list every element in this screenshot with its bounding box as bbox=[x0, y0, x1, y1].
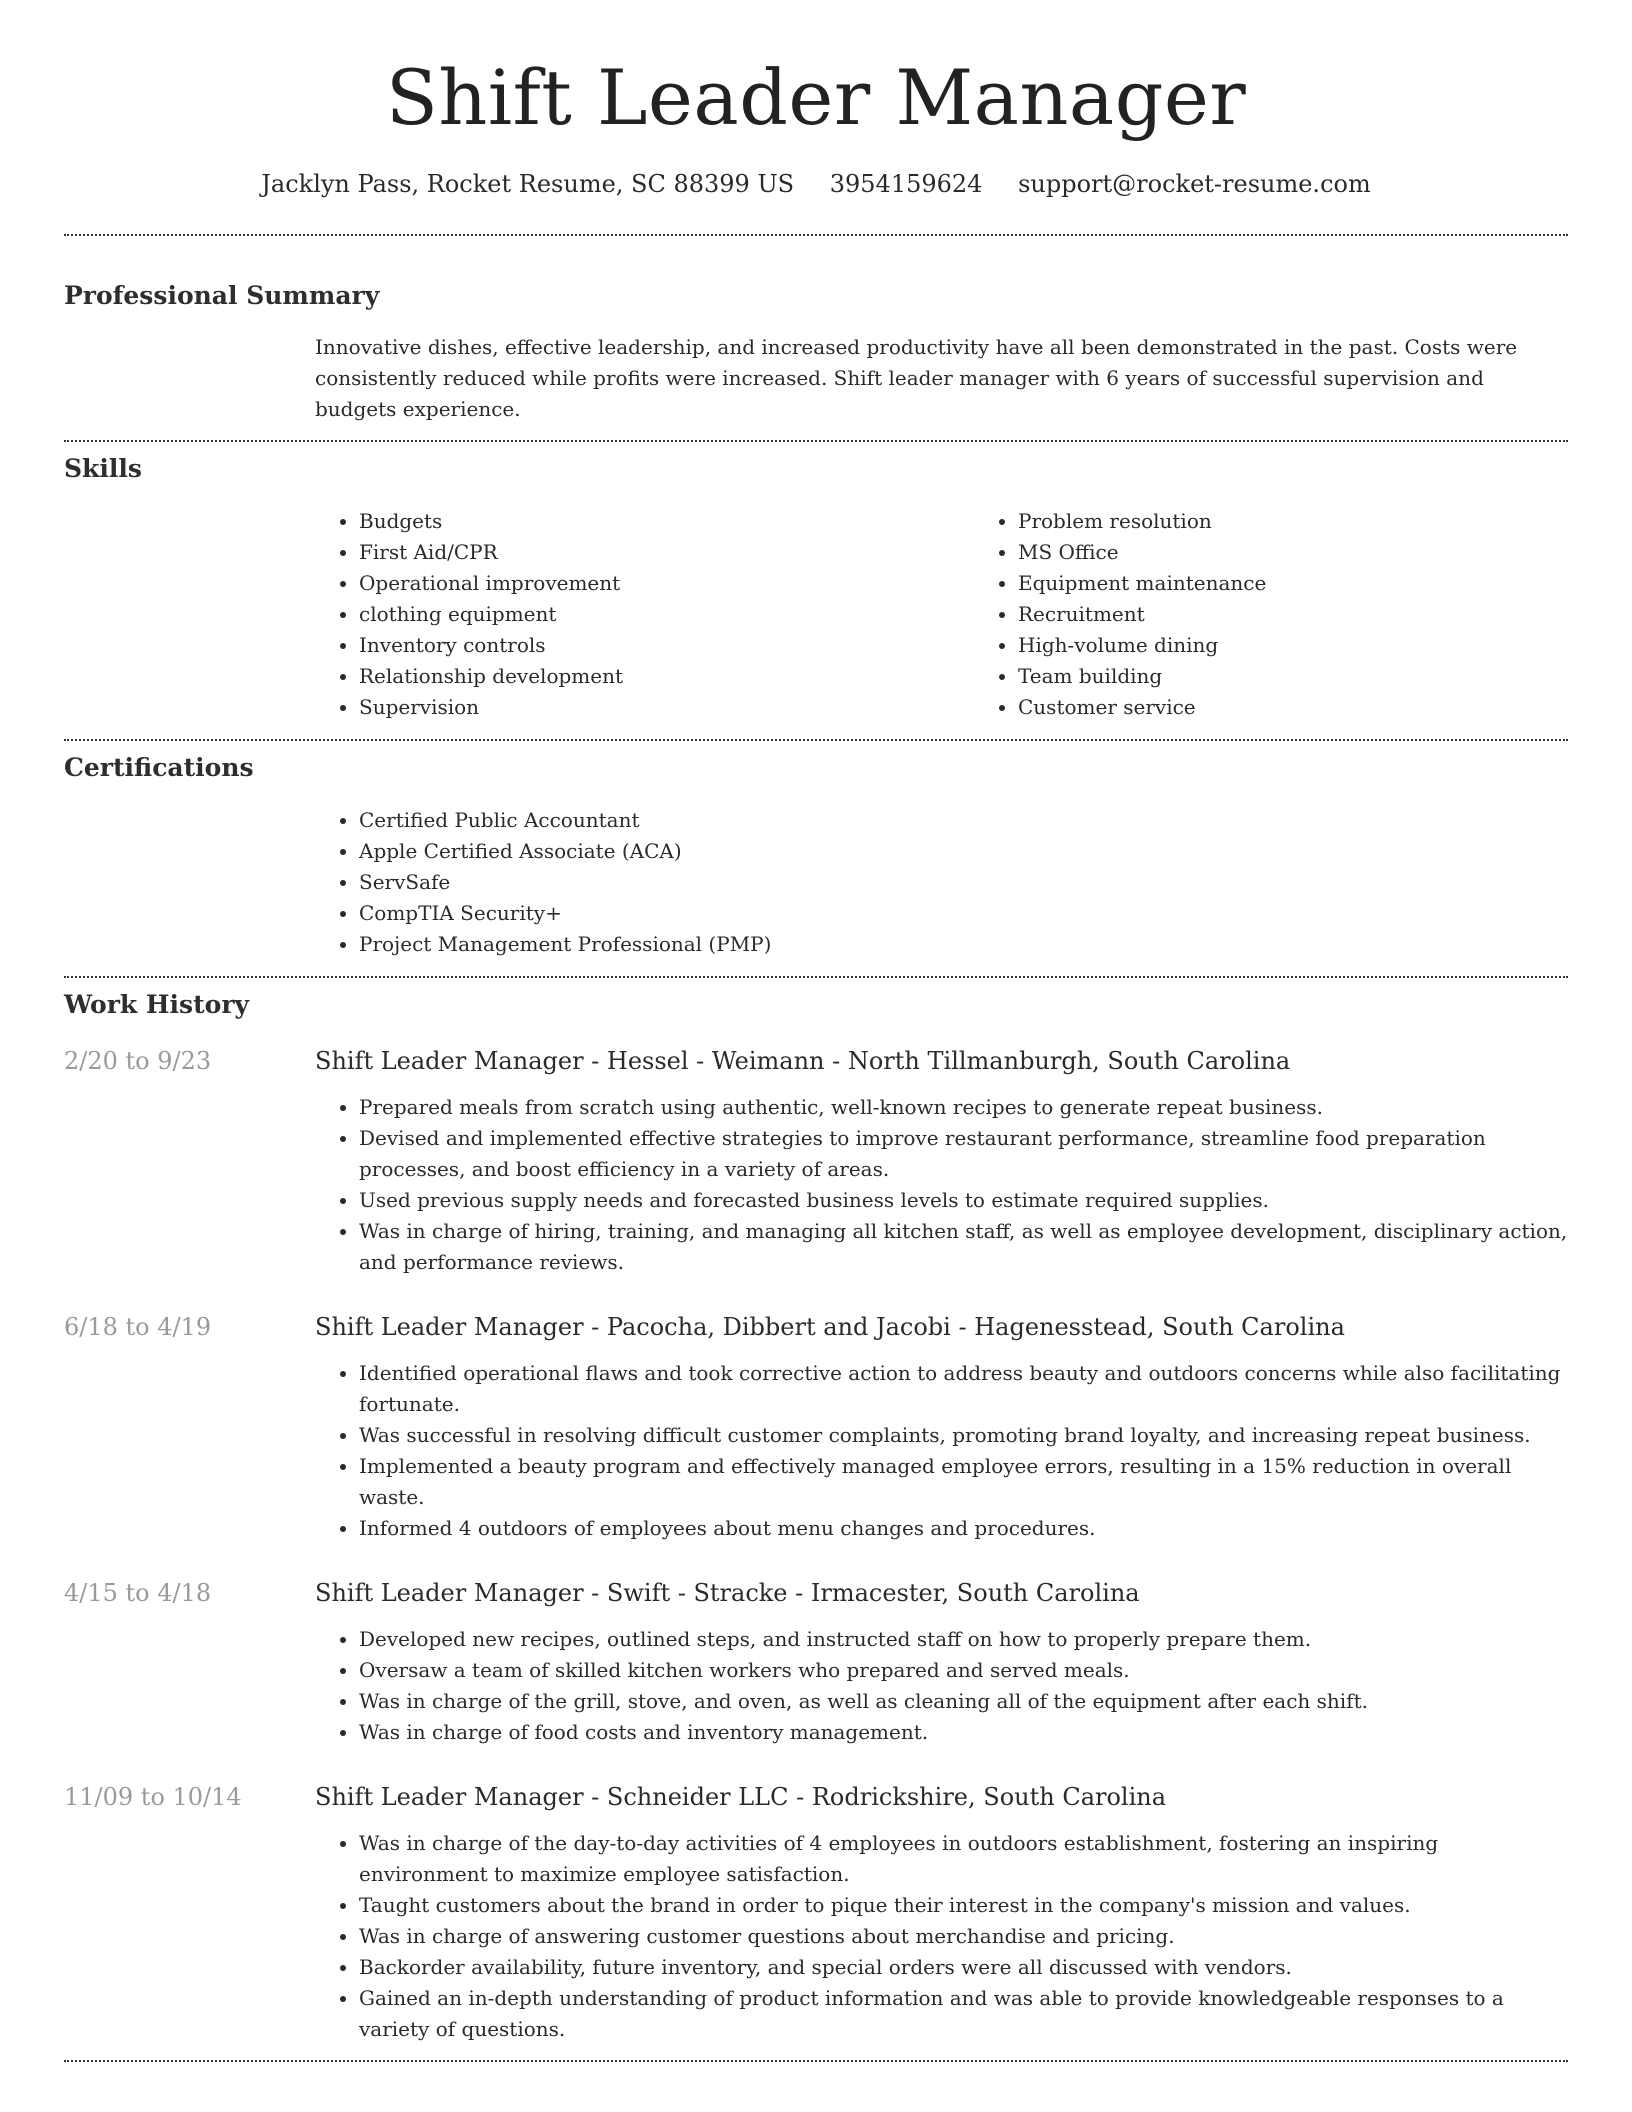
skills-list-left bbox=[315, 506, 974, 723]
job-bullets bbox=[315, 1358, 1568, 1544]
job-bullet: • Backorder availability, future inventory, and special orders were all discussed with vendors. bbox=[359, 1952, 1568, 1983]
job-bullet: • Informed 4 outdoors of employees about menu changes and procedures. bbox=[359, 1513, 1568, 1544]
section-divider bbox=[64, 976, 1568, 978]
skill-item: • Problem resolution bbox=[1018, 506, 1568, 537]
certification-item: • ServSafe bbox=[359, 867, 1568, 898]
job-title: Shift Leader Manager - Schneider LLC - Rodrickshire, South Carolina bbox=[315, 1783, 1167, 1811]
contact-address: Jacklyn Pass, Rocket Resume, SC 88399 US bbox=[261, 170, 795, 198]
job-title: Shift Leader Manager - Hessel - Weimann - North Tillmanburgh, South Carolina bbox=[315, 1047, 1291, 1075]
skill-item: • MS Office bbox=[1018, 537, 1568, 568]
job-bullet: • Used previous supply needs and forecasted business levels to estimate required supplies. bbox=[359, 1185, 1568, 1216]
job-list bbox=[64, 1045, 1568, 2045]
skill-item: • Recruitment bbox=[1018, 599, 1568, 630]
skills-section bbox=[64, 453, 1568, 723]
summary-section bbox=[64, 280, 1568, 425]
skill-item: • Operational improvement bbox=[359, 568, 974, 599]
job-entry bbox=[64, 1577, 1568, 1748]
job-bullet: • Was in charge of answering customer questions about merchandise and pricing. bbox=[359, 1921, 1568, 1952]
resume-page bbox=[64, 0, 1568, 2062]
summary-text: Innovative dishes, effective leadership, and increased productivity have all been demonstrated in the past. Costs were consistently reduced while profits were increased. Shift leader manager with 6 years of successful supervision and budgets experience. bbox=[315, 335, 1518, 421]
job-bullet: • Oversaw a team of skilled kitchen workers who prepared and served meals. bbox=[359, 1655, 1568, 1686]
contact-line bbox=[64, 168, 1568, 200]
job-details bbox=[315, 1045, 1568, 1278]
work-history-section bbox=[64, 989, 1568, 2045]
job-bullets bbox=[315, 1624, 1568, 1748]
job-bullet: • Was in charge of hiring, training, and managing all kitchen staff, as well as employee development, disciplinary action, and performance reviews. bbox=[359, 1216, 1568, 1278]
skill-item: • Team building bbox=[1018, 661, 1568, 692]
job-bullet: • Implemented a beauty program and effectively managed employee errors, resulting in a 15% reduction in overall waste. bbox=[359, 1451, 1568, 1513]
job-bullet: • Was in charge of food costs and inventory management. bbox=[359, 1717, 1568, 1748]
job-entry bbox=[64, 1311, 1568, 1544]
section-divider bbox=[64, 234, 1568, 236]
skill-item: • Equipment maintenance bbox=[1018, 568, 1568, 599]
certification-item: • Apple Certified Associate (ACA) bbox=[359, 836, 1568, 867]
contact-email: support@rocket-resume.com bbox=[1018, 170, 1371, 198]
skill-item: • Budgets bbox=[359, 506, 974, 537]
job-bullet: • Devised and implemented effective strategies to improve restaurant performance, streamline food preparation processes, and boost efficiency in a variety of areas. bbox=[359, 1123, 1568, 1185]
job-bullet: • Gained an in-depth understanding of product information and was able to provide knowledgeable responses to a variety of questions. bbox=[359, 1983, 1568, 2045]
job-bullets bbox=[315, 1092, 1568, 1278]
certifications-list bbox=[315, 805, 1568, 960]
job-title: Shift Leader Manager - Swift - Stracke - Irmacester, South Carolina bbox=[315, 1579, 1140, 1607]
section-divider bbox=[64, 739, 1568, 741]
job-bullet: • Developed new recipes, outlined steps, and instructed staff on how to properly prepare them. bbox=[359, 1624, 1568, 1655]
skills-list-right bbox=[974, 506, 1568, 723]
job-bullet: • Taught customers about the brand in order to pique their interest in the company's mission and values. bbox=[359, 1890, 1568, 1921]
contact-phone: 3954159624 bbox=[829, 170, 983, 198]
section-divider bbox=[64, 440, 1568, 442]
skill-item: • High-volume dining bbox=[1018, 630, 1568, 661]
certification-item: • Project Management Professional (PMP) bbox=[359, 929, 1568, 960]
skill-item: • Supervision bbox=[359, 692, 974, 723]
job-details bbox=[315, 1577, 1568, 1748]
certification-item: • Certified Public Accountant bbox=[359, 805, 1568, 836]
job-details bbox=[315, 1781, 1568, 2045]
skill-item: • Inventory controls bbox=[359, 630, 974, 661]
job-dates: 11/09 to 10/14 bbox=[64, 1783, 242, 1811]
skills-heading: Skills bbox=[64, 454, 142, 483]
skill-item: • Customer service bbox=[1018, 692, 1568, 723]
skill-item: • Relationship development bbox=[359, 661, 974, 692]
summary-heading: Professional Summary bbox=[64, 281, 380, 310]
job-bullet: • Was in charge of the day-to-day activities of 4 employees in outdoors establishment, fostering an inspiring environment to maximize employee satisfaction. bbox=[359, 1828, 1568, 1890]
job-dates: 6/18 to 4/19 bbox=[64, 1313, 212, 1341]
job-bullet: • Prepared meals from scratch using authentic, well-known recipes to generate repeat business. bbox=[359, 1092, 1568, 1123]
job-entry bbox=[64, 1045, 1568, 1278]
job-dates: 4/15 to 4/18 bbox=[64, 1579, 212, 1607]
skill-item: • First Aid/CPR bbox=[359, 537, 974, 568]
skill-item: • clothing equipment bbox=[359, 599, 974, 630]
section-divider bbox=[64, 2060, 1568, 2062]
job-bullet: • Was successful in resolving difficult customer complaints, promoting brand loyalty, and increasing repeat business. bbox=[359, 1420, 1568, 1451]
certifications-heading: Certifications bbox=[64, 753, 254, 782]
job-details bbox=[315, 1311, 1568, 1544]
job-bullets bbox=[315, 1828, 1568, 2045]
job-bullet: • Identified operational flaws and took corrective action to address beauty and outdoors concerns while also facilitating fortunate. bbox=[359, 1358, 1568, 1420]
job-dates: 2/20 to 9/23 bbox=[64, 1047, 212, 1075]
job-title: Shift Leader Manager - Pacocha, Dibbert and Jacobi - Hagenesstead, South Carolina bbox=[315, 1313, 1345, 1341]
job-entry bbox=[64, 1781, 1568, 2045]
certification-item: • CompTIA Security+ bbox=[359, 898, 1568, 929]
work-history-heading: Work History bbox=[64, 990, 250, 1019]
job-bullet: • Was in charge of the grill, stove, and oven, as well as cleaning all of the equipment after each shift. bbox=[359, 1686, 1568, 1717]
certifications-section bbox=[64, 752, 1568, 960]
resume-title: Shift Leader Manager bbox=[385, 53, 1247, 142]
